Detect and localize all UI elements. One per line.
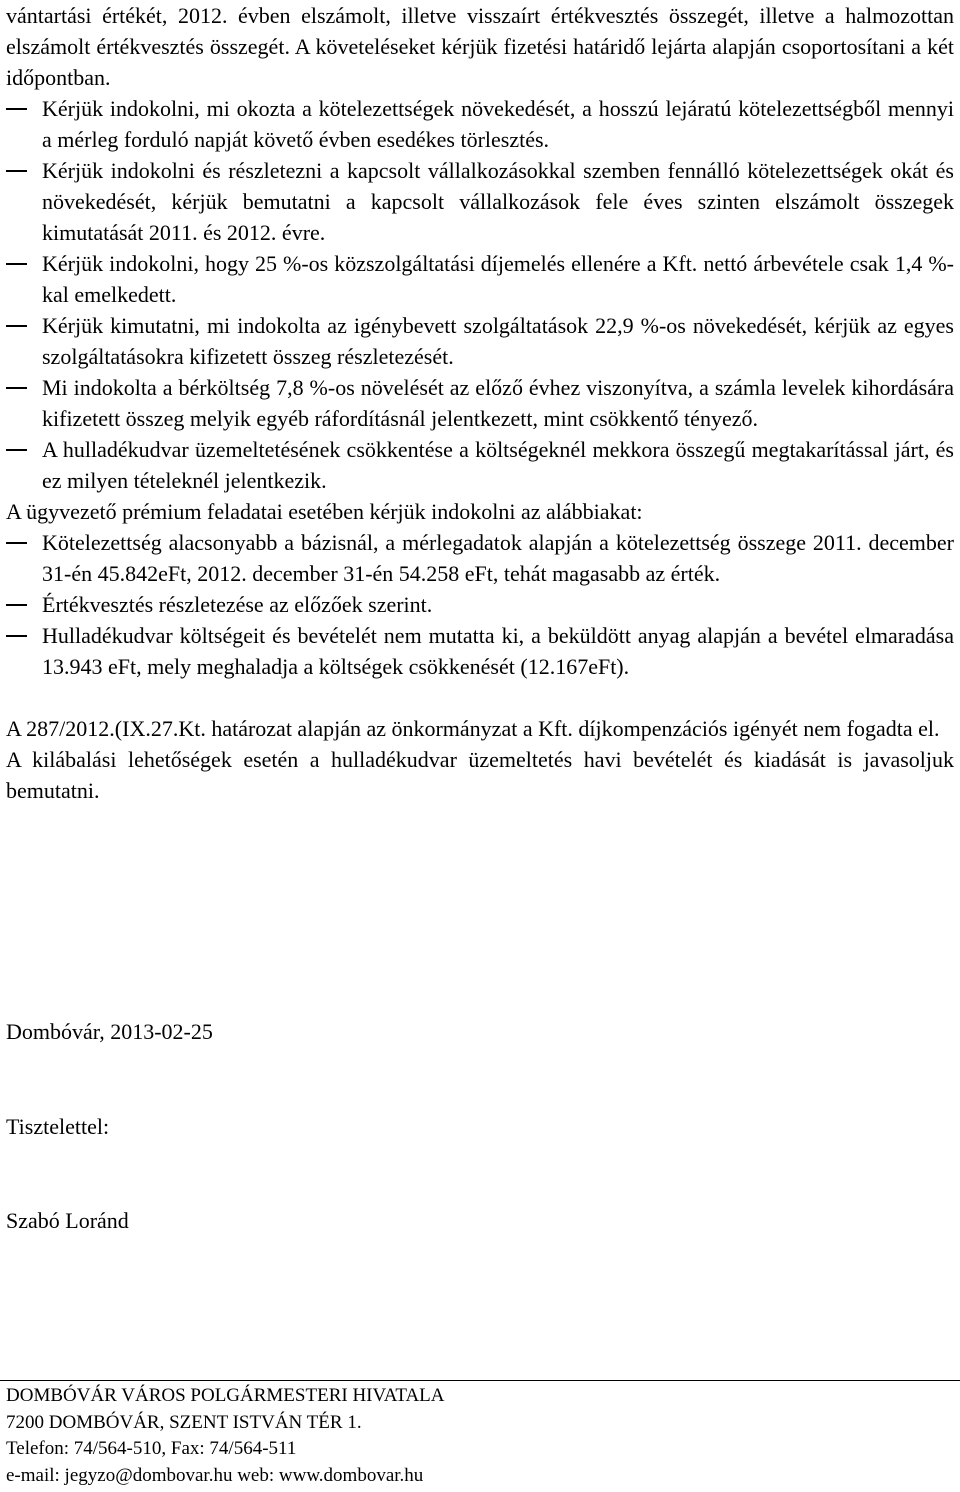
list-item: Mi indokolta a bérköltség 7,8 %-os növelését az előző évhez viszonyítva, a számla levelek kihordására kifizetett összeg melyik egyéb ráfordításnál jelentkezett, mint csökkentő tényező. <box>6 372 954 434</box>
office-name: DOMBÓVÁR VÁROS POLGÁRMESTERI HIVATALA <box>6 1385 445 1406</box>
list-item: Kérjük indokolni, hogy 25 %-os közszolgáltatási díjemelés ellenére a Kft. nettó árbevétele csak 1,4 %-kal emelkedett. <box>6 248 954 310</box>
footer-divider <box>0 1380 960 1381</box>
intro-paragraph: vántartási értékét, 2012. évben elszámolt, illetve visszaírt értékvesztés összegét, illetve a halmozottan elszámolt értékvesztés összegét. A követeléseket kérjük fizetési határidő lejárta alapján csoportosítani a két időpontban. <box>6 3 954 90</box>
recommendation-paragraph: A kilábalási lehetőségek esetén a hulladékudvar üzemeltetés havi bevételét és kiadását is javasoljuk bemutatni. <box>6 747 954 803</box>
list-item: Kötelezettség alacsonyabb a bázisnál, a mérlegadatok alapján a kötelezettség összege 2011. december 31-én 45.842eFt, 2012. december 31-én 54.258 eFt, tehát magasabb az érték. <box>6 527 954 589</box>
place-date: Dombóvár, 2013-02-25 <box>6 1019 213 1044</box>
resolution-paragraph: A 287/2012.(IX.27.Kt. határozat alapján az önkormányzat a Kft. díjkompenzációs igényét nem fogadta el. <box>6 716 940 741</box>
list-item: Kérjük indokolni, mi okozta a kötelezettségek növekedését, a hosszú lejáratú kötelezettségből mennyi a mérleg forduló napját követő évben esedékes törlesztés. <box>6 93 954 155</box>
letterhead-footer <box>6 1383 445 1489</box>
office-phone: Telefon: 74/564-510, Fax: 74/564-511 <box>6 1438 297 1459</box>
list-item: Hulladékudvar költségeit és bevételét nem mutatta ki, a beküldött anyag alapján a bevétel elmaradása 13.943 eFt, mely meghaladja a költségek csökkenését (12.167eFt). <box>6 620 954 682</box>
list-item: Kérjük indokolni és részletezni a kapcsolt vállalkozásokkal szemben fennálló kötelezettségek okát és növekedését, kérjük bemutatni a kapcsolt vállalkozások fele éves szinten elszámolt összegek kimutatását 2011. és 2012. évre. <box>6 155 954 248</box>
office-contact: e-mail: jegyzo@dombovar.hu web: www.dombovar.hu <box>6 1464 424 1486</box>
office-address: 7200 DOMBÓVÁR, SZENT ISTVÁN TÉR 1. <box>6 1411 362 1433</box>
request-list <box>6 93 954 496</box>
premium-list <box>6 527 954 682</box>
list-item: Kérjük kimutatni, mi indokolta az igénybevett szolgáltatások 22,9 %-os növekedését, kérjük az egyes szolgáltatásokra kifizetett összeg részletezését. <box>6 310 954 372</box>
list-item: A hulladékudvar üzemeltetésének csökkentése a költségeknél mekkora összegű megtakarítással járt, és ez milyen tételeknél jelentkezik. <box>6 434 954 496</box>
document-body <box>6 0 954 806</box>
list-item: Értékvesztés részletezése az előzőek szerint. <box>6 589 954 620</box>
premium-heading: A ügyvezető prémium feladatai esetében kérjük indokolni az alábbiakat: <box>6 499 643 524</box>
salutation: Tisztelettel: <box>6 1114 110 1139</box>
signatory-name: Szabó Loránd <box>6 1208 129 1233</box>
